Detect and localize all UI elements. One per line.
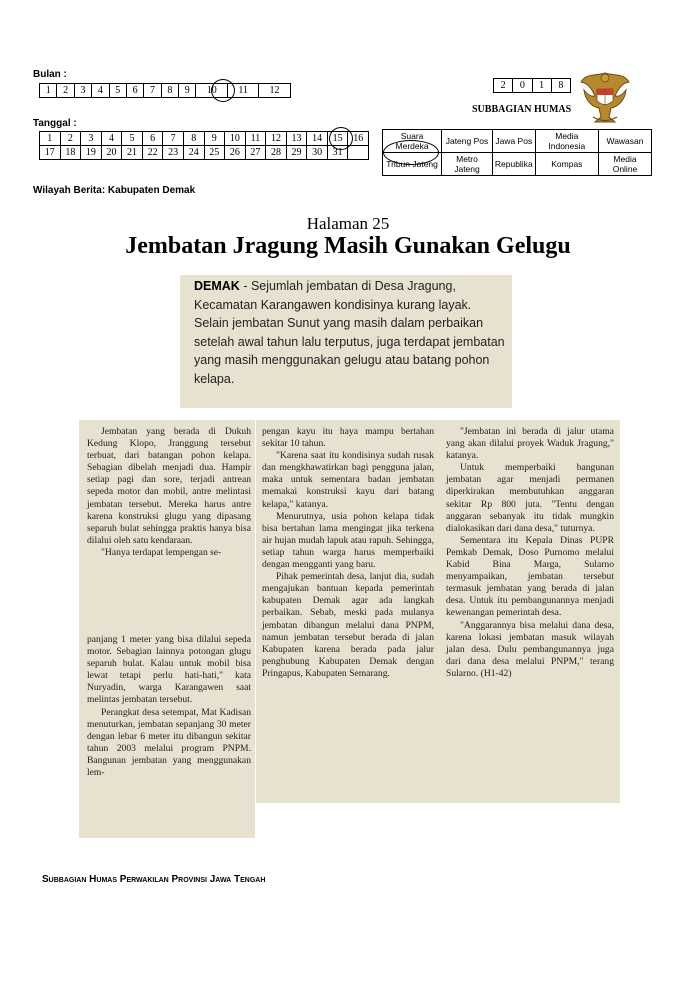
tanggal-cell: 5: [122, 132, 143, 146]
tanggal-cell: 8: [183, 132, 204, 146]
media-outlet-cell: Republika: [492, 153, 535, 176]
tanggal-cell: 14: [307, 132, 328, 146]
bulan-cell: 1: [40, 84, 57, 98]
bulan-cell: 6: [126, 84, 143, 98]
paragraph: Untuk memperbaiki bangunan jembatan agar menjadi permanen diperkirakan membutuhkan anggaran sekitar Rp 800 juta. "Tentu dengan anggaran sebanyak itu tidak mungkin dialokasikan dari dana desa," tuturnya.: [446, 462, 614, 534]
tanggal-cell: 26: [225, 146, 246, 160]
bulan-cell: 12: [259, 84, 291, 98]
tanggal-cell: 22: [142, 146, 163, 160]
media-outlet-cell: Jateng Pos: [442, 130, 493, 153]
paragraph: Pihak pemerintah desa, lanjut dia, sudah mengajukan bantuan kepada pemerintah kabupaten Demak agar ada langkah perbaikan. Sebab, meski pada mulanya jembatan dibangun melalui dana PNPM, namun jembatan tersebut berada di jalan Kabupaten karena berada pada jalur penghubung Kabupaten Demak dengan Pringapus, Kabupaten Semarang.: [262, 571, 434, 679]
year-digit-cell: 1: [532, 79, 551, 93]
bulan-cell: 8: [161, 84, 178, 98]
tanggal-cell: 21: [122, 146, 143, 160]
tanggal-cell: 12: [266, 132, 287, 146]
tanggal-cell: 19: [81, 146, 102, 160]
media-outlet-cell: Media Indonesia: [535, 130, 598, 153]
wilayah-label: Wilayah Berita: Kabupaten Demak: [33, 185, 196, 196]
bulan-grid: [39, 83, 291, 98]
tanggal-cell: 27: [245, 146, 266, 160]
media-outlet-cell: Jawa Pos: [492, 130, 535, 153]
tanggal-cell: 10: [225, 132, 246, 146]
tanggal-cell: 31: [327, 146, 348, 160]
year-digit-cell: 2: [494, 79, 513, 93]
footer-org: Subbagian Humas Perwakilan Provinsi Jawa Tengah: [42, 874, 266, 885]
bulan-cell: 4: [92, 84, 109, 98]
tanggal-cell: 7: [163, 132, 184, 146]
tanggal-cell: 24: [183, 146, 204, 160]
media-outlet-cell: Suara Merdeka: [383, 130, 442, 153]
tanggal-cell: 1: [40, 132, 61, 146]
media-outlet-cell: Media Online: [598, 153, 651, 176]
year-grid: [493, 78, 571, 93]
bulan-cell: 9: [179, 84, 196, 98]
tanggal-cell: 25: [204, 146, 225, 160]
bulan-cell: 7: [144, 84, 161, 98]
article-headline: Jembatan Jragung Masih Gunakan Gelugu: [125, 233, 571, 259]
bulan-cell: 3: [74, 84, 91, 98]
lead-paragraph: [180, 275, 512, 408]
tanggal-cell: 29: [286, 146, 307, 160]
tanggal-cell: 9: [204, 132, 225, 146]
bulan-cell: 11: [228, 84, 259, 98]
paragraph: "Karena saat itu kondisinya sudah rusak dan mengkhawatirkan bagi pengguna jalan, maka untuk sementara badan jembatan memakai konstruksi kayu dari batang kelapa," katanya.: [262, 450, 434, 510]
bulan-cell: 10: [196, 84, 228, 98]
tanggal-cell: 3: [81, 132, 102, 146]
media-outlet-cell: Kompas: [535, 153, 598, 176]
tanggal-cell: 30: [307, 146, 328, 160]
column-2: [256, 420, 440, 803]
bulan-label: Bulan :: [33, 69, 67, 80]
org-label: SUBBAGIAN HUMAS: [472, 104, 572, 115]
bulan-cell: 5: [109, 84, 126, 98]
tanggal-cell: 11: [245, 132, 266, 146]
paragraph: Jembatan yang berada di Dukuh Kedung Klopo, Jranggung tersebut terbuat, dari batangan pohon kelapa. Sebagian dibelah menjadi dua. Hampir setiap pagi dan sore, terjadi antrean sepeda motor dan mobil, antre melintasi jembatan tersebut. Mereka harus antre karena konstruksi glugu yang dipasang separuh bulat sehingga praktis hanya bisa dilalui oleh satu kendaraan.: [87, 426, 251, 546]
tanggal-cell: 4: [101, 132, 122, 146]
column-1-bottom: [79, 632, 255, 838]
garuda-emblem-icon: [578, 67, 632, 130]
tanggal-cell: 2: [60, 132, 81, 146]
tanggal-cell: 16: [348, 132, 369, 146]
media-outlet-cell: Tribun Jateng: [383, 153, 442, 176]
column-1-top: [79, 420, 255, 635]
media-outlet-cell: Wawasan: [598, 130, 651, 153]
tanggal-cell: 23: [163, 146, 184, 160]
paragraph: "Anggarannya bisa melalui dana desa, karena lokasi jembatan masuk wilayah jalan desa. Dulu pembangunannya juga dari dana desa melalui PNPM," terang Sularno. (H1-42): [446, 619, 614, 679]
tanggal-grid: [39, 131, 369, 160]
tanggal-cell: 20: [101, 146, 122, 160]
bulan-cell: 2: [57, 84, 74, 98]
dateline: DEMAK: [194, 279, 240, 293]
paragraph: Perangkat desa setempat, Mat Kadisan menuturkan, jembatan sepanjang 30 meter dengan lebar 6 meter itu dibangun sekitar tahun 2003 melalui program PNPM. Bangunan jembatan yang menggunakan lem-: [87, 706, 251, 779]
tanggal-cell: 18: [60, 146, 81, 160]
media-outlet-cell: Metro Jateng: [442, 153, 493, 176]
tanggal-cell: 13: [286, 132, 307, 146]
paragraph: "Jembatan ini berada di jalur utama yang akan dilalui proyek Waduk Jragung," katanya.: [446, 426, 614, 462]
paragraph: Sementara itu Kepala Dinas PUPR Pemkab Demak, Doso Purnomo melalui Kabid Bina Marga, Sularno menyampaikan, jembatan tersebut termasuk jembatan yang berada di jalan desa. Untuk itu pembangunannya menjadi kewenangan pemerintah desa.: [446, 534, 614, 619]
tanggal-cell: 15: [327, 132, 348, 146]
tanggal-label: Tanggal :: [33, 118, 77, 129]
lead-text: - Sejumlah jembatan di Desa Jragung, Kecamatan Karangawen kondisinya kurang layak. Selain jembatan Sunut yang masih dalam perbaikan setelah awal tahun lalu terputus, juga terdapat jembatan yang masih menggunakan gelugu atau batang pohon kelapa.: [194, 279, 505, 386]
paragraph: "Hanya terdapat lempengan se-: [101, 546, 222, 558]
page-number: Halaman 25: [306, 214, 390, 233]
tanggal-cell: 6: [142, 132, 163, 146]
year-digit-cell: 8: [551, 79, 570, 93]
year-digit-cell: 0: [513, 79, 532, 93]
column-3: [440, 420, 620, 803]
paragraph: Menurutnya, usia pohon kelapa tidak bisa bertahan lama mengingat jika terkena air hujan mudah lapuk atau rapuh. Sehingga, setiap tahun warga harus memperbaiki dengan mengganti yang baru.: [262, 510, 434, 571]
tanggal-empty-cell: [348, 146, 369, 160]
paragraph: pengan kayu itu haya mampu bertahan sekitar 10 tahun.: [262, 426, 434, 450]
paragraph: panjang 1 meter yang bisa dilalui sepeda motor. Sebagian lainnya potongan glugu separuh bulat. Kalau untuk mobil bisa lewat tetapi perlu hati-hati," kata Nuryadin, warga Karangawen saat melintas jembatan tersebut.: [87, 634, 251, 706]
media-outlet-table: [382, 129, 652, 176]
tanggal-cell: 28: [266, 146, 287, 160]
tanggal-cell: 17: [40, 146, 61, 160]
